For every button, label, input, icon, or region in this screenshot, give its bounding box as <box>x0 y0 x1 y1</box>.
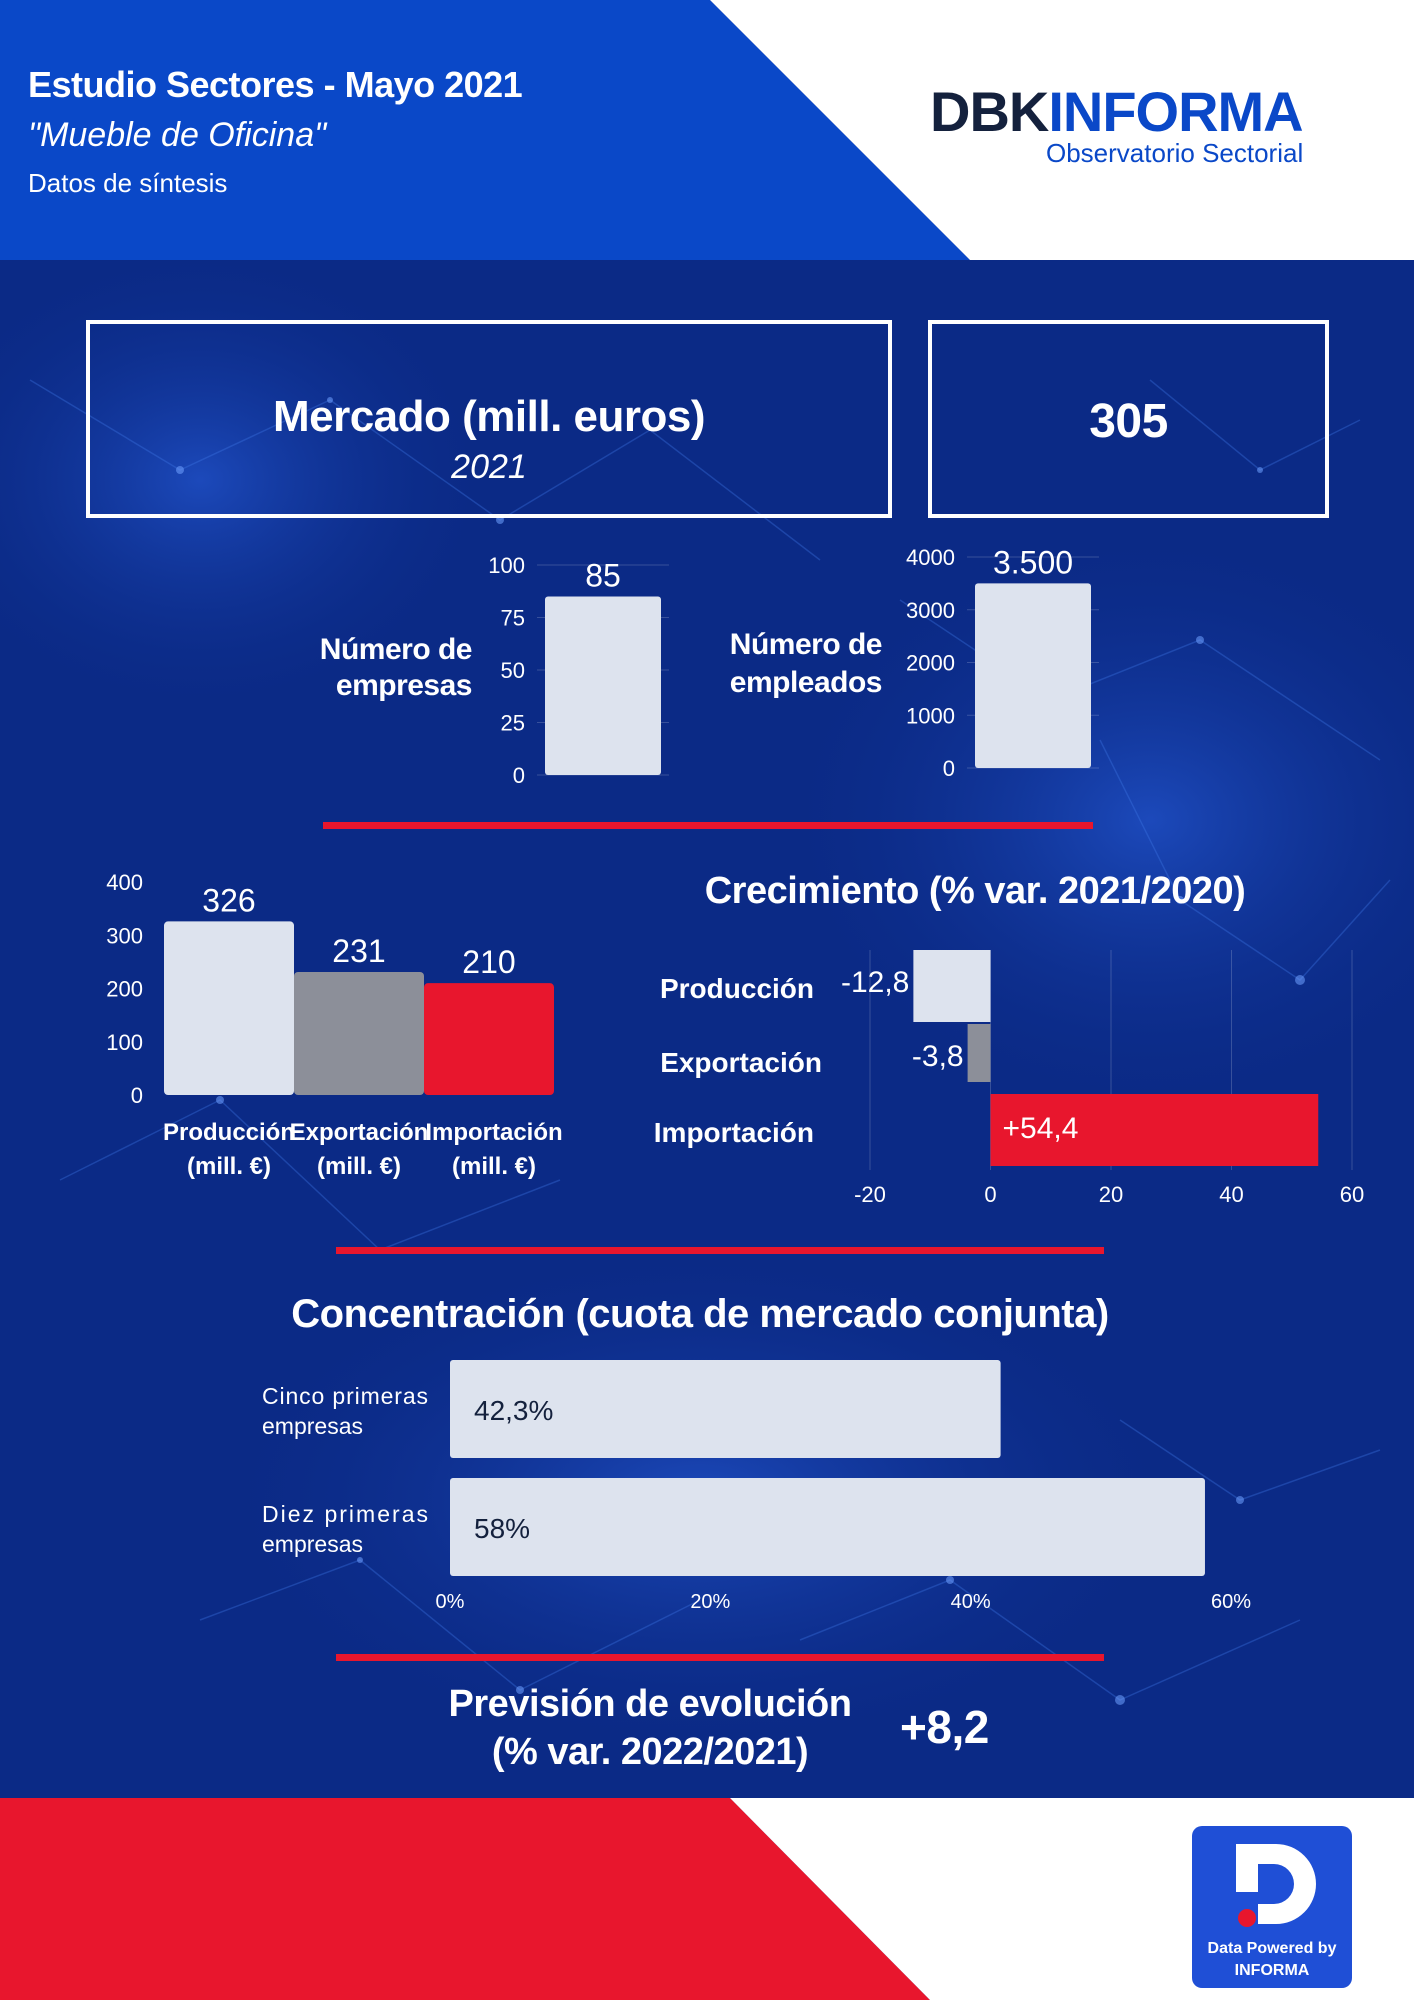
market-year: 2021 <box>451 448 527 486</box>
crecimiento-data-label: -3,8 <box>911 1040 964 1073</box>
comercio-bar <box>164 921 294 1095</box>
empleados-y-tick-label: 3000 <box>906 597 955 623</box>
concentracion-category-label-line2: empresas <box>262 1413 363 1439</box>
chart-crecimiento <box>640 930 1380 1220</box>
crecimiento-title: Crecimiento (% var. 2021/2020) <box>704 870 1246 912</box>
empleados-y-tick-label: 1000 <box>906 703 955 729</box>
empleados-y-tick-label: 2000 <box>906 650 955 676</box>
crecimiento-x-tick-label: -20 <box>854 1182 886 1207</box>
concentracion-category-label-line2: empresas <box>262 1531 363 1557</box>
comercio-y-tick-label: 200 <box>106 976 143 1002</box>
forecast-label-line1: Previsión de evolución <box>448 1683 852 1725</box>
market-label-box <box>86 320 892 518</box>
market-value: 305 <box>1089 395 1168 448</box>
empresas-bar <box>545 597 661 776</box>
comercio-x-tick-label-unit: (mill. €) <box>451 1153 537 1180</box>
logo-dbk-text: DBK <box>930 80 1049 143</box>
empresas-label <box>300 632 472 704</box>
empresas-y-tick-label: 25 <box>500 710 525 736</box>
crecimiento-category-label: Producción <box>659 973 814 1004</box>
concentracion-data-label: 42,3% <box>474 1395 554 1426</box>
empresas-label-line1: Número de <box>319 633 472 666</box>
crecimiento-bar <box>913 950 990 1022</box>
empresas-y-tick-label: 0 <box>512 763 525 788</box>
comercio-data-label: 326 <box>202 882 256 919</box>
logo-tagline: Observatorio Sectorial <box>1046 138 1304 168</box>
concentracion-bar <box>450 1478 1205 1576</box>
forecast-value: +8,2 <box>900 1701 989 1753</box>
comercio-y-tick-label: 0 <box>130 1083 143 1108</box>
market-label: Mercado (mill. euros) <box>272 392 706 441</box>
empleados-y-tick-label: 4000 <box>906 545 955 570</box>
comercio-y-tick-label: 100 <box>106 1029 143 1055</box>
chart-empresas <box>470 540 690 790</box>
concentracion-title: Concentración (cuota de mercado conjunta) <box>291 1292 1109 1336</box>
crecimiento-x-tick-label: 20 <box>1098 1182 1124 1207</box>
comercio-data-label: 231 <box>332 932 386 969</box>
page-subtitle: "Mueble de Oficina" <box>28 116 327 154</box>
dbk-informa-logo <box>930 80 1310 174</box>
empresas-y-tick-label: 75 <box>500 605 525 631</box>
empleados-label-line2: empleados <box>729 666 882 699</box>
forecast-label <box>440 1680 860 1776</box>
empleados-label <box>710 626 882 702</box>
comercio-x-tick-label: Importación <box>425 1119 563 1146</box>
crecimiento-data-label: -12,8 <box>840 966 910 999</box>
page-title: Estudio Sectores - Mayo 2021 <box>28 64 523 105</box>
logo-informa-text: INFORMA <box>1048 80 1303 143</box>
concentracion-x-tick-label: 60% <box>1210 1591 1252 1613</box>
empresas-label-line2: empresas <box>335 669 472 702</box>
comercio-data-label: 210 <box>462 944 516 981</box>
concentracion-x-tick-label: 40% <box>950 1591 991 1613</box>
crecimiento-x-tick-label: 40 <box>1219 1182 1244 1207</box>
empleados-y-tick-label: 0 <box>942 756 955 781</box>
crecimiento-category-label: Exportación <box>660 1047 822 1078</box>
crecimiento-category-label: Importación <box>653 1117 814 1148</box>
data-powered-badge <box>1192 1826 1352 1988</box>
concentracion-category-label: Cinco primeras <box>262 1383 428 1409</box>
empresas-y-tick-label: 50 <box>500 658 525 683</box>
crecimiento-bar <box>968 1024 991 1082</box>
comercio-x-tick-label: Exportación <box>289 1119 429 1146</box>
divider-3 <box>336 1654 1104 1661</box>
concentracion-category-label: Diez primeras <box>262 1501 428 1527</box>
comercio-bar <box>294 972 424 1095</box>
chart-concentracion <box>240 1350 1280 1620</box>
divider-2 <box>336 1247 1104 1254</box>
comercio-x-tick-label-unit: (mill. €) <box>316 1153 402 1180</box>
comercio-x-tick-label: Producción <box>162 1119 296 1146</box>
comercio-y-tick-label: 300 <box>106 923 143 949</box>
crecimiento-x-tick-label: 0 <box>984 1182 997 1207</box>
empleados-label-line1: Número de <box>729 628 882 661</box>
concentracion-data-label: 58% <box>474 1513 531 1544</box>
concentracion-x-tick-label: 0% <box>435 1591 465 1613</box>
comercio-x-tick-label-unit: (mill. €) <box>186 1153 272 1180</box>
informa-d-icon <box>1192 1826 1352 1936</box>
crecimiento-x-tick-label: 60 <box>1339 1182 1365 1207</box>
comercio-y-tick-label: 400 <box>106 870 143 895</box>
comercio-bar <box>424 983 554 1095</box>
market-value-box <box>928 320 1329 518</box>
crecimiento-data-label: +54,4 <box>1002 1112 1079 1145</box>
empresas-data-label: 85 <box>585 557 621 594</box>
concentracion-x-tick-label: 20% <box>690 1591 731 1613</box>
badge-line1: Data Powered by <box>1207 1940 1337 1957</box>
page-caption: Datos de síntesis <box>28 168 228 198</box>
empleados-data-label: 3.500 <box>992 544 1074 581</box>
forecast-label-line2: (% var. 2022/2021) <box>491 1731 809 1773</box>
badge-line2: INFORMA <box>1234 1962 1310 1979</box>
chart-empleados <box>880 540 1120 790</box>
empresas-y-tick-label: 100 <box>488 553 525 578</box>
chart-comercio <box>90 860 610 1200</box>
empleados-bar <box>975 583 1091 768</box>
divider-1 <box>323 822 1093 829</box>
